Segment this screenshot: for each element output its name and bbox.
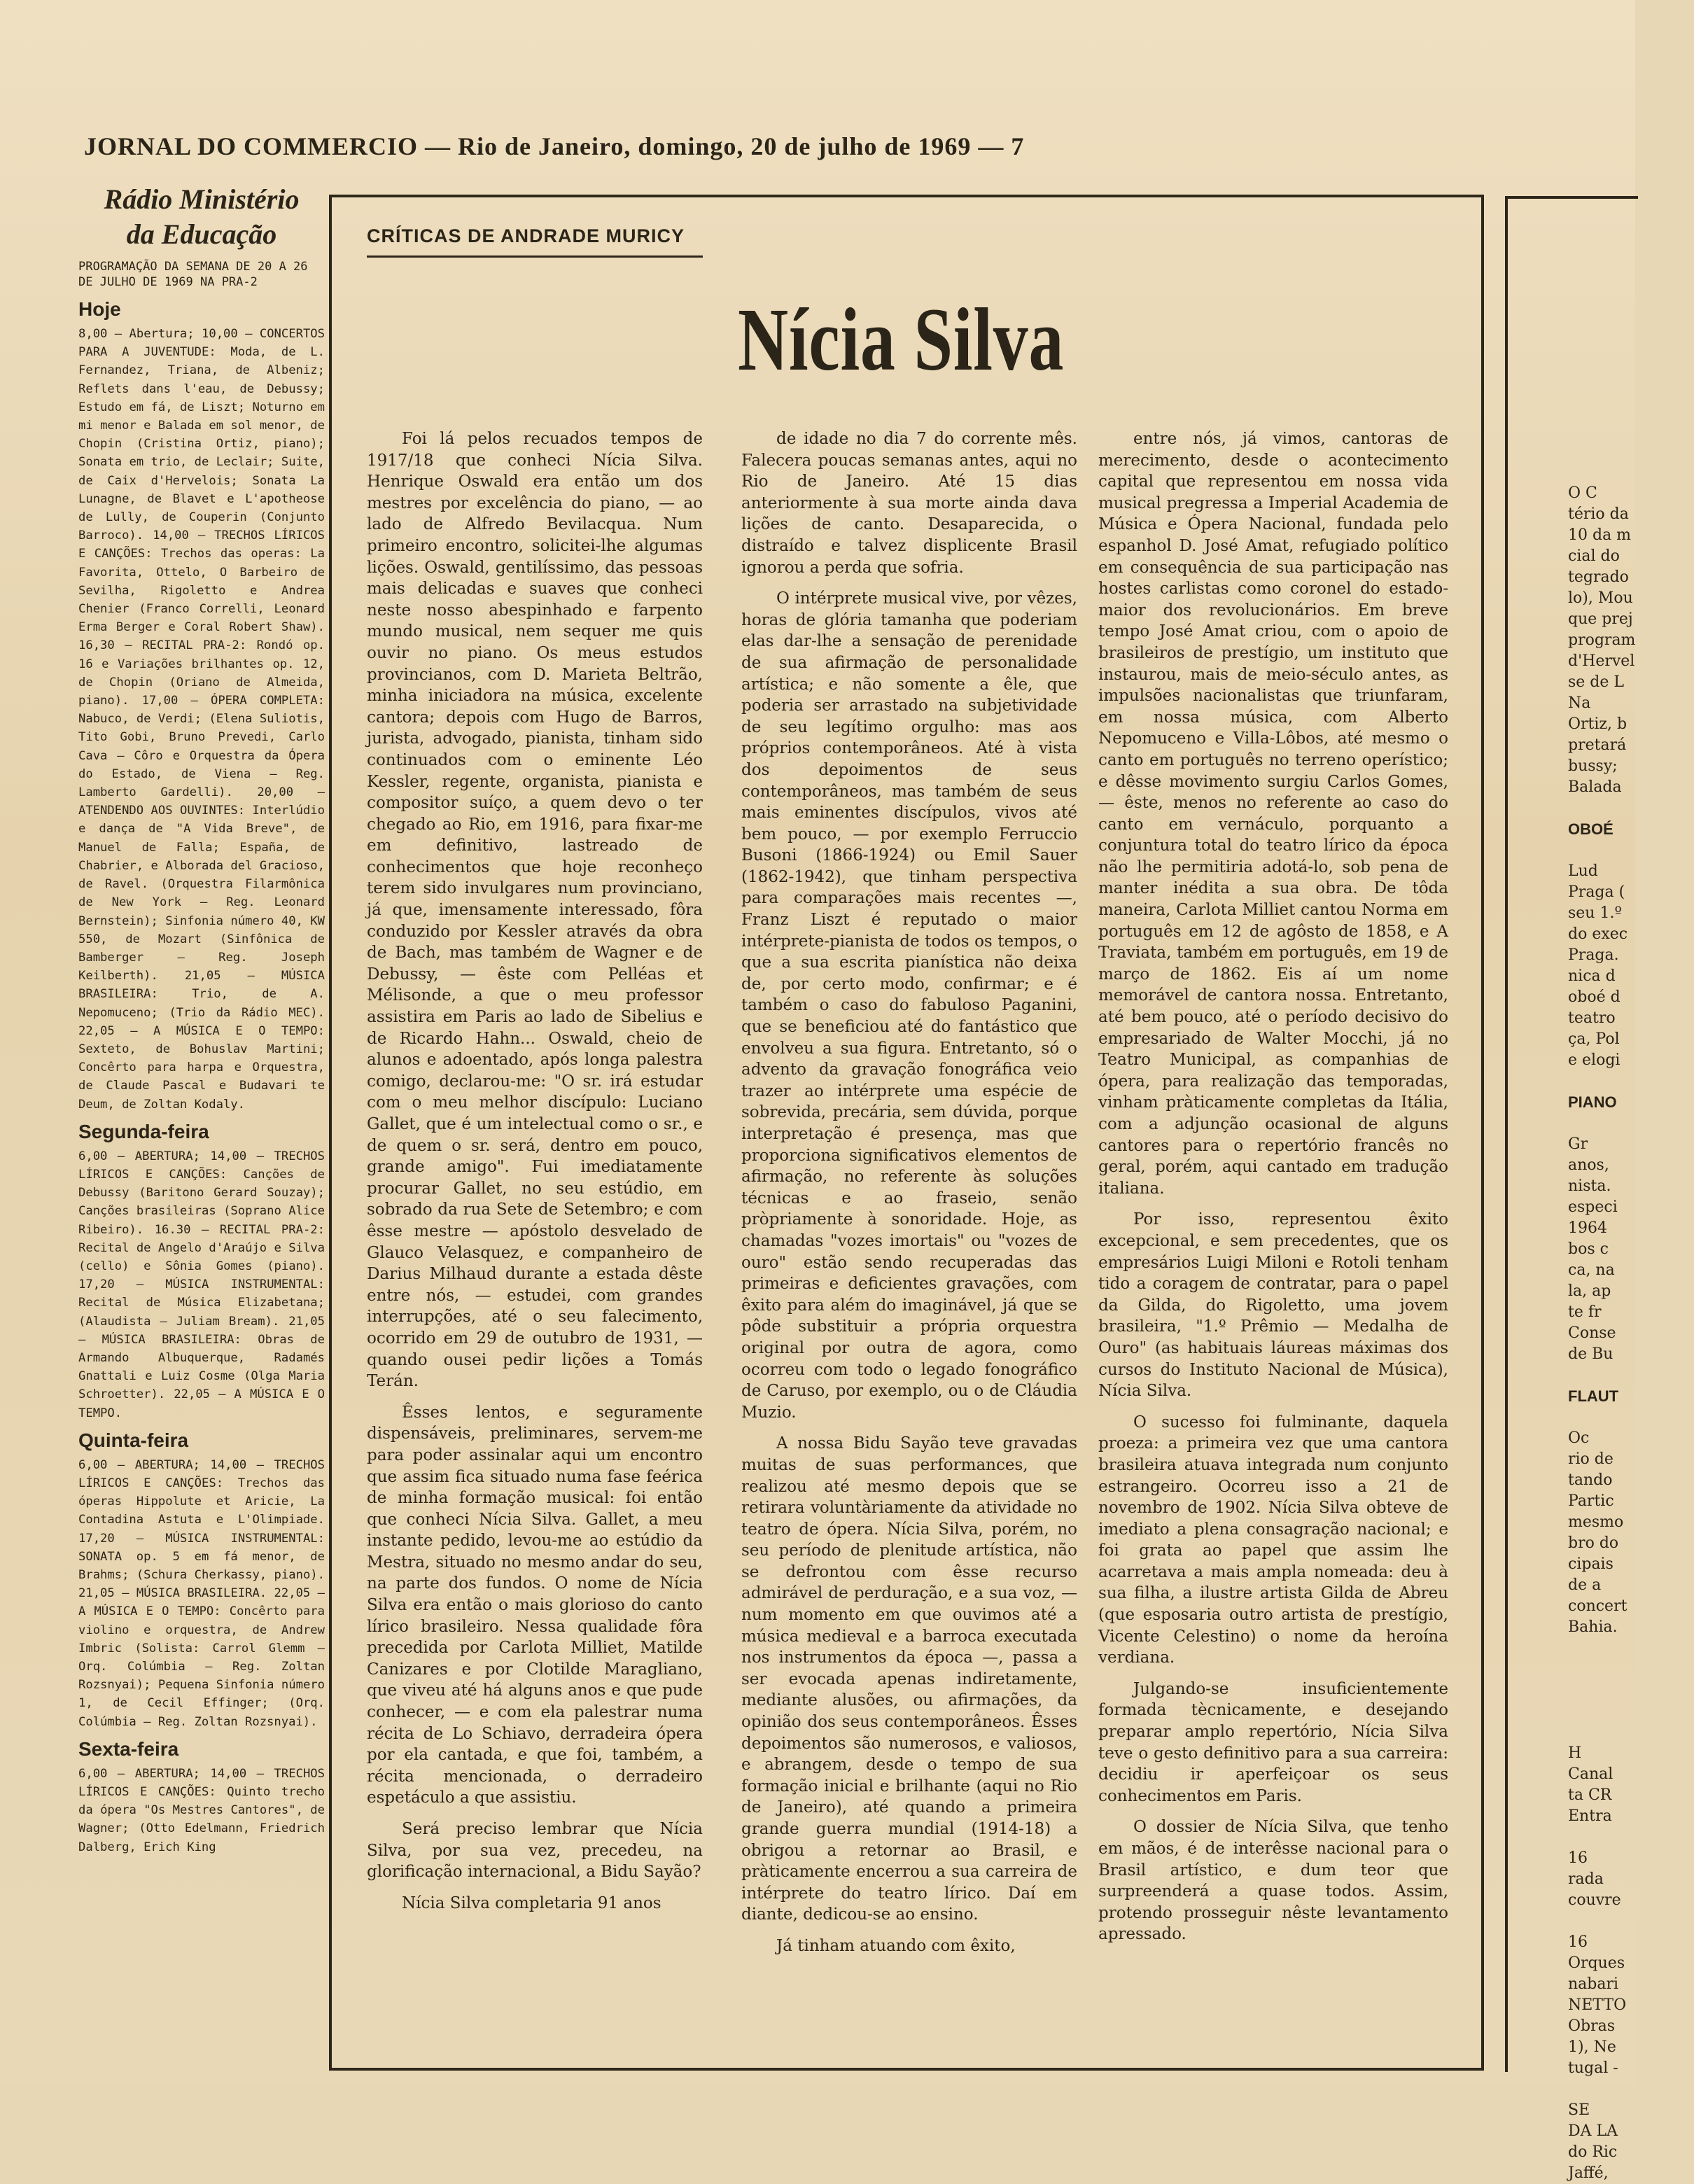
day-heading-quinta: Quinta-feira — [78, 1429, 189, 1451]
adjacent-column-line: 1964 — [1568, 1219, 1607, 1237]
col1-paragraph: Foi lá pelos recuados tempos de 1917/18 que conheci Nícia Silva. Henrique Oswald era então um dos mestres por excelência do piano, — ao lado de Alfredo Bevilacqua. Num primeiro encontro, solicitei-lhe algumas lições. Oswald, gentilíssimo, das pessoas mais delicadas e suaves que conheci neste nosso abespinhado e farpento mundo musical, nem sequer me quis ouvir no piano. Os meus estudos provincianos, com D. Marieta Beltrão, minha iniciadora na música, excelente cantora; depois com Hugo de Barros, jurista, advogado, pianista, tinham sido continuados com o eminente Léo Kessler, regente, organista, pianista e compositor suíço, a quem devo o ter chegado ao Rio, em 1916, para fixar-me em definitivo, lastreado de conhecimentos que hoje reconheço terem sido invulgares num provinciano, já que, imensamente interessado, fôra conduzido por Kessler através da obra de Bach, mas também de Wagner e de Debussy, — êste com Pelléas et Mélisonde, a que o meu professor assistira em Paris ao lado de Sibelius e de Ricardo Hahn... Oswald, cheio de alunos e adoentado, após longa palestra comigo, declarou-me: "O sr. irá estudar com o meu melhor discípulo: Luciano Gallet, que é um intelectual como o sr., e de quem o sr. será, dentro em pouco, grande amigo". Fui imediatamente procurar Gallet, no seu estúdio, em sobrado da rua Sete de Setembro; e com êsse mestre — apóstolo desvelado de Glauco Velasquez, e companheiro de Darius Milhaud durante a estada dêste entre nós, — estudei, com grandes interrupções, até o seu falecimento, ocorrido em 29 de outubro de 1931, — quando ousei pedir lições a Tomás Terán. — [367, 430, 703, 1391]
adjacent-column-line — [1568, 1701, 1694, 1722]
adjacent-column-line: que prej — [1568, 610, 1633, 628]
adjacent-column-line — [1568, 1071, 1694, 1092]
adjacent-column-line — [1568, 840, 1694, 861]
adjacent-column-line: Partic — [1568, 1492, 1614, 1510]
adjacent-column-line: Lud — [1568, 862, 1598, 880]
adjacent-column-line: tério da — [1568, 505, 1629, 523]
adjacent-column-line: PIANO — [1568, 1093, 1617, 1111]
adjacent-column-line: bussy; — [1568, 757, 1618, 775]
col2-paragraph: O intérprete musical vive, por vêzes, horas de glória tamanha que poderiam elas dar-lhe a sensação de perenidade de sua afirmação de personalidade artística; e não somente a êle, que poderia ser arrastado na subjetividade de seu legítimo orgulho: mas aos próprios contemporâneos. Até à vista dos depoimentos de seus contemporâneos, mas também de seus mais eminentes discípulos, vivos até bem pouco, — por exemplo Ferruccio Busoni (1866-1924) ou Emil Sauer (1862-1942), que tinham perspectiva para comparações mais recentes —, Franz Liszt é reputado o maior intérprete-pianista de todos os tempos, o que a sua escrita pianística não deixa de, por certo modo, confirmar; e é também o caso do fabuloso Paganini, que se beneficiou até do fantástico que envolveu a sua figura. Entretanto, só o advento da gravação fonográfica veio trazer ao intérprete uma espécie de sobrevida, precária, sem dúvida, porque interpretação é presença, mas que proporciona significativos elementos de afirmação, no referente às soluções técnicas e ao fraseio, senão pròpriamente à sonoridade. Hoje, as chamadas "vozes imortais" ou "vozes de ouro" estão sendo recuperadas das primeiras e deficientes gravações, com êxito para além do imaginável, já que se pôde substituir a própria orquestra original por outra de agora, como ocorreu com todo o legado fonográfico de Caruso, por exemplo, ou o de Cláudia Muzio. — [741, 589, 1077, 1422]
adjacent-column-line — [1568, 1722, 1694, 1743]
col2-paragraph: A nossa Bidu Sayão teve gravadas muitas de suas performances, que realizou até mesmo depois que se retirara voluntàriamente da atividade no teatro de ópera. Nícia Silva, porém, no seu período de plenitude artística, não se defrontou com êsse recurso admirável de perduração, e a sua voz, — num momento em que ouvimos até a música medieval e a barroca executada nos instrumentos da época —, passa a ser evocada apenas indiretamente, mediante alusões, ou afirmações, da opinião dos seus contemporâneos. Êsses depoimentos são numerosos, e valiosos, e abrangem, desde o tempo de sua formação inicial e brilhante (aqui no Rio de Janeiro), até quando a primeira grande guerra mundial (1914-18) a obrigou a retornar ao Brasil, e pràticamente encerrou a sua carreira de intérprete do teatro lírico. Daí em diante, dedicou-se ao ensino. — [741, 1434, 1077, 1924]
adjacent-column-line: do Ric — [1568, 2143, 1618, 2161]
radio-title-line1: Rádio Ministério — [104, 183, 300, 215]
radio-subtitle: PROGRAMAÇÃO DA SEMANA DE 20 A 26 DE JULHO DE 1969 NA PRA-2 — [78, 260, 308, 289]
adjacent-column-line: cipais — [1568, 1555, 1614, 1573]
adjacent-column-line: Gr — [1568, 1135, 1588, 1153]
adjacent-column-line — [1568, 1113, 1694, 1134]
adjacent-column-line: pretará — [1568, 736, 1627, 754]
adjacent-column-line: de Bu — [1568, 1345, 1614, 1363]
adjacent-column-line: nabari — [1568, 1975, 1619, 1993]
adjacent-column-line: SE — [1568, 2101, 1590, 2119]
day-heading-sexta: Sexta-feira — [78, 1737, 179, 1760]
adjacent-column-line: rada — [1568, 1870, 1604, 1888]
adjacent-column-line: teatro — [1568, 1009, 1616, 1027]
article-column-2 — [741, 428, 1077, 2052]
adjacent-column-line: NETTO — [1568, 1996, 1627, 2014]
col1-paragraph: Nícia Silva completaria 91 anos — [402, 1893, 662, 1912]
col1-paragraph: Será preciso lembrar que Nícia Silva, por sua vez, precedeu, na glorificação internacional, a Bidu Sayão? — [367, 1820, 703, 1882]
adjacent-column-line: Na — [1568, 694, 1591, 712]
col3-paragraph: O sucesso foi fulminante, daquela proeza: a primeira vez que uma cantora brasileira atuava integrada num conjunto estrangeiro. Ocorreu isso a 21 de novembro de 1902. Nícia Silva obteve de imediato a plena consagração nacional; e foi grata ao papel que assim lhe acarretava a mais ampla nomeada: deu à sua filha, a ilustre artista Gilda de Abreu (que esposaria outro artista de prestígio, Vicente Celestino) o nome da heroína verdiana. — [1098, 1413, 1448, 1667]
adjacent-column-line: oboé d — [1568, 988, 1620, 1006]
radio-schedule-column — [78, 182, 325, 2072]
masthead-paper: JORNAL DO COMMERCIO — [84, 132, 418, 160]
adjacent-column-line: bos c — [1568, 1240, 1609, 1258]
adjacent-column-line: 10 da m — [1568, 526, 1632, 544]
adjacent-column-line: 16 — [1568, 1849, 1588, 1867]
adjacent-column-line: lo), Mou — [1568, 589, 1633, 607]
day-program-quinta: 6,00 — ABERTURA; 14,00 — TRECHOS LÍRICOS E CANÇÕES: Trechos das óperas Hippolute et Aricie, La Contadina Astuta e L'Olimpiade. 17,20 — MÚSICA INSTRUMENTAL: SONATA op. 5 em fá menor, de Brahms; (Schura Cherkassy, piano). 21,05 — MÚSICA BRASILEIRA. 22,05 — A MÚSICA E O TEMPO: Concêrto para violino e orquestra, de Andrew Imbric (Solista: Carrol Glemm — Orq. Colúmbia — Reg. Zoltan Rozsnyai); Pequena Sinfonia número 1, de Cecil Effinger; (Orq. Colúmbia — Reg. Zoltan Rozsnyai). — [78, 1457, 325, 1729]
col2-paragraph: Já tinham atuando com êxito, — [776, 1936, 1016, 1955]
adjacent-column-line: tugal - — [1568, 2059, 1618, 2077]
adjacent-column-line — [1568, 1827, 1694, 1848]
adjacent-column-line: de a — [1568, 1576, 1602, 1594]
adjacent-column-line: mesmo — [1568, 1513, 1624, 1531]
adjacent-column-line: e elogi — [1568, 1051, 1620, 1069]
article-headline: Nícia Silva — [738, 290, 1065, 389]
adjacent-column-line — [1568, 1365, 1694, 1386]
adjacent-column-line — [1568, 1911, 1694, 1932]
adjacent-column-line — [1568, 1407, 1694, 1428]
article-column-1 — [367, 428, 703, 2052]
adjacent-column-line: Oc — [1568, 1429, 1590, 1447]
adjacent-column-line: Canal — [1568, 1765, 1614, 1783]
adjacent-column-line: la, ap — [1568, 1282, 1611, 1300]
adjacent-column-line: te fr — [1568, 1303, 1602, 1321]
col3-paragraph: O dossier de Nícia Silva, que tenho em mãos, é de interêsse nacional para o Brasil artístico, e dum teor que surpreenderá a quase todos. Assim, protendo prosseguir nêste levantamento apressado. — [1098, 1818, 1448, 1944]
adjacent-column-line — [1568, 1638, 1694, 1659]
adjacent-column-line: seu 1.º — [1568, 904, 1622, 922]
adjacent-column-line: O C — [1568, 484, 1597, 502]
col3-paragraph: Julgando-se insuficientemente formada tècnicamente, e desejando preparar amplo repertório, Nícia Silva teve o gesto definitivo para a sua carreira: decidiu ir aperfeiçoar os seus conhecimentos em Paris. — [1098, 1679, 1448, 1805]
day-program-sexta: 6,00 — ABERTURA; 14,00 — TRECHOS LÍRICOS E CANÇÕES: Quinto trecho da ópera "Os Mestres Cantores", de Wagner; (Otto Edelmann, Friedrich Dalberg, Erich King — [78, 1766, 325, 1854]
adjacent-column-line: Obras — [1568, 2017, 1616, 2035]
adjacent-column-line: ca, na — [1568, 1261, 1615, 1279]
adjacent-column-line: Entra — [1568, 1807, 1612, 1825]
column-rule — [1508, 196, 1638, 199]
day-program-segunda: 6,00 — ABERTURA; 14,00 — TRECHOS LÍRICOS E CANÇÕES: Canções de Debussy (Baritono Gerard Souzay); Canções brasileiras (Soprano Alice Ribeiro). 16.30 — RECITAL PRA-2: Recital de Angelo d'Araújo e Silva (cello) e Sônia Gomes (piano). 17,20 — MÚSICA INSTRUMENTAL: Recital de Música Elizabetana; (Alaudista — Juliam Bream). 21,05 — MÚSICA BRASILEIRA: Obras de Armando Albuquerque, Radamés Gnattali e Luiz Cosme (Olga Maria Schroetter). 22,05 — A MÚSICA E O TEMPO. — [78, 1149, 325, 1420]
radio-title-line2: da Educação — [126, 218, 277, 250]
adjacent-column-line: Ortiz, b — [1568, 715, 1628, 733]
adjacent-column-line: Praga ( — [1568, 883, 1625, 901]
adjacent-column-line: Jaffé, — [1568, 2164, 1609, 2182]
adjacent-column-line: rio de — [1568, 1450, 1614, 1468]
adjacent-column-line: Conse — [1568, 1324, 1616, 1342]
adjacent-column-line: anos, — [1568, 1156, 1609, 1174]
adjacent-column-line: cial do — [1568, 547, 1620, 565]
adjacent-column-line: 16 — [1568, 1933, 1588, 1951]
adjacent-column-line: Balada — [1568, 778, 1622, 796]
adjacent-column-line: couvre — [1568, 1891, 1621, 1909]
adjacent-column-text — [1568, 483, 1694, 2184]
masthead — [84, 132, 1025, 161]
adjacent-column-line: nista. — [1568, 1177, 1611, 1195]
adjacent-column-line: tegrado — [1568, 568, 1629, 586]
col3-paragraph: Por isso, representou êxito excepcional, e sem precedentes, que os empresários Luigi Miloni e Rotoli tenham tido a coragem de contratar, para o papel da Gilda, do Rigoletto, uma jovem brasileira, "1.º Prêmio — Medalha de Ouro" (as habituais láureas máximas dos cursos do Instituto Nacional de Música), Nícia Silva. — [1098, 1210, 1448, 1401]
adjacent-column-line: Bahia. — [1568, 1618, 1618, 1636]
adjacent-column-line: 1), Ne — [1568, 2038, 1616, 2056]
adjacent-column-line — [1568, 1659, 1694, 1680]
adjacent-column-line: bro do — [1568, 1534, 1619, 1552]
article-box — [329, 195, 1484, 2071]
adjacent-column-line: program — [1568, 631, 1636, 649]
col2-paragraph: de idade no dia 7 do corrente mês. Falecera poucas semanas antes, aqui no Rio de Janeiro. Até 15 dias anteriormente à sua morte ainda dava lições de canto. Desaparecida, o distraído e talvez displicente Brasil ignorou a perda que sofria. — [741, 430, 1077, 577]
adjacent-column-line: Praga. — [1568, 946, 1619, 964]
article-byline: CRÍTICAS DE ANDRADE MURICY — [367, 225, 703, 258]
adjacent-column-line: tando — [1568, 1471, 1613, 1489]
adjacent-column-line: do exec — [1568, 925, 1628, 943]
radio-title — [78, 182, 325, 252]
adjacent-column-line — [1568, 2079, 1694, 2100]
adjacent-column-line: OBOÉ — [1568, 820, 1614, 838]
adjacent-column-line: H — [1568, 1744, 1582, 1762]
adjacent-column-line: DA LA — [1568, 2122, 1618, 2140]
adjacent-column-line: ça, Pol — [1568, 1030, 1620, 1048]
adjacent-column-line — [1568, 798, 1694, 819]
col1-paragraph: Êsses lentos, e seguramente dispensáveis, preliminares, servem-me para poder assinalar aqui um encontro que assim fica situado numa fase feérica de minha formação musical: foi então que conheci Nícia Silva. Gallet, a meu instante pedido, levou-me ao estúdio da Mestra, situado no mesmo andar do seu, na parte dos fundos. O nome de Nícia Silva era então o mais glorioso do canto lírico brasileiro. Nessa qualidade fôra precedida por Carlota Milliet, Matilde Canizares e por Clotilde Maragliano, que viveu até há alguns anos e que pude conhecer, — e com ela palestrar numa récita de Lo Schiavo, derradeira ópera por ela cantada, e que foi, também, a récita mencionada, o derradeiro espetáculo a que assistiu. — [367, 1403, 703, 1807]
adjacent-column-line: se de L — [1568, 673, 1625, 691]
article-column-3 — [1098, 428, 1448, 2052]
adjacent-column-line: ta CR — [1568, 1786, 1612, 1804]
adjacent-column-clipped — [1505, 196, 1638, 2182]
day-heading-segunda: Segunda-feira — [78, 1120, 209, 1142]
adjacent-column-line: especi — [1568, 1198, 1618, 1216]
adjacent-column-line — [1568, 1680, 1694, 1701]
day-heading-hoje: Hoje — [78, 298, 121, 320]
day-program-hoje: 8,00 — Abertura; 10,00 — CONCERTOS PARA A JUVENTUDE: Moda, de L. Fernandez, Triana, de Albeniz; Reflets dans l'eau, de Debussy; Estudo em fá, de Liszt; Noturno em mi menor e Balada em sol menor, de Chopin (Cristina Ortiz, piano); Sonata em trio, de Leclair; Suite, de Caix d'Hervelois; Sonata La Lunagne, de Blavet e L'apotheose de Lully, de Couperin (Conjunto Barroco). 14,00 — TRECHOS LÍRICOS E CANÇÕES: Trechos das operas: La Favorita, Ottelo, O Barbeiro de Sevilha, Rigoletto e Andrea Chenier (Franco Correlli, Leonard Erma Berger e Coral Robert Shaw). 16,30 — RECITAL PRA-2: Rondó op. 16 e Variações brilhantes op. 12, de Chopin (Oriano de Almeida, piano). 17,00 — ÓPERA COMPLETA: Nabuco, de Verdi; (Elena Suliotis, Tito Gobi, Bruno Prevedi, Carlo Cava — Côro e Orquestra da Ópera do Estado, de Viena — Reg. Lamberto Gardelli). 20,00 — ATENDENDO AOS OUVINTES: Interlúdio e dança de "A Vida Breve", de Manuel de Falla; España, de Chabrier, e Alborada del Gracioso, de Ravel. (Orquestra Filarmônica de New York — Reg. Leonard Bernstein); Sinfonia número 40, KW 550, de Mozart (Sinfônica de Bamberger — Reg. Joseph Keilberth). 21,05 — MÚSICA BRASILEIRA: Trio, de A. Nepomuceno; (Trio da Rádio MEC). 22,05 — A MÚSICA E O TEMPO: Sexteto, de Bohuslav Martini; Concêrto para harpa e Orquestra, de Claude Pascal e Budavari te Deum, de Zoltan Kodaly. — [78, 327, 325, 1112]
masthead-dateline: — Rio de Janeiro, domingo, 20 de julho de 1969 — 7 — [418, 132, 1025, 160]
adjacent-column-line: concert — [1568, 1597, 1628, 1615]
adjacent-column-line: nica d — [1568, 967, 1616, 985]
col3-paragraph: entre nós, já vimos, cantoras de merecimento, desde o acontecimento capital que representou em nossa vida musical pregressa a Imperial Academia de Música e Ópera Nacional, fundada pelo espanhol D. José Amat, refugiado político em consequência de sua participação nas hostes carlistas como coronel do estado-maior dos revolucionários. Em breve tempo José Amat criou, com o apoio de brasileiros de prestígio, um instituto que instaurou, mais de meio-século antes, as impulsões nacionalistas que triunfaram, em nossa música, com Alberto Nepomuceno e Villa-Lôbos, até mesmo o canto em português no terreno operístico; e dêsse movimento surgiu Carlos Gomes, — êste, menos no referente ao caso do canto em vernáculo, porquanto a conjuntura total do teatro lírico da época não lhe permitiria adotá-lo, sob pena de manter inédita a sua obra. De tôda maneira, Carlota Milliet cantou Norma em português em 12 de agôsto de 1858, e A Traviata, também em português, em 19 de março de 1862. Eis aí um nome memorável de cantora nossa. Entretanto, até bem pouco, até o período decisivo do empresariado de Walter Mocchi, já no Teatro Municipal, as companhias de ópera, para realização das temporadas, vinham pràticamente completas da Itália, com a adjunção ocasional de alguns cantores para o repertório francês no geral, porém, aqui cantado em tradução italiana. — [1098, 430, 1448, 1198]
adjacent-column-line: FLAUT — [1568, 1387, 1619, 1405]
adjacent-column-line: d'Hervel — [1568, 652, 1635, 670]
adjacent-column-line: Orques — [1568, 1954, 1625, 1972]
